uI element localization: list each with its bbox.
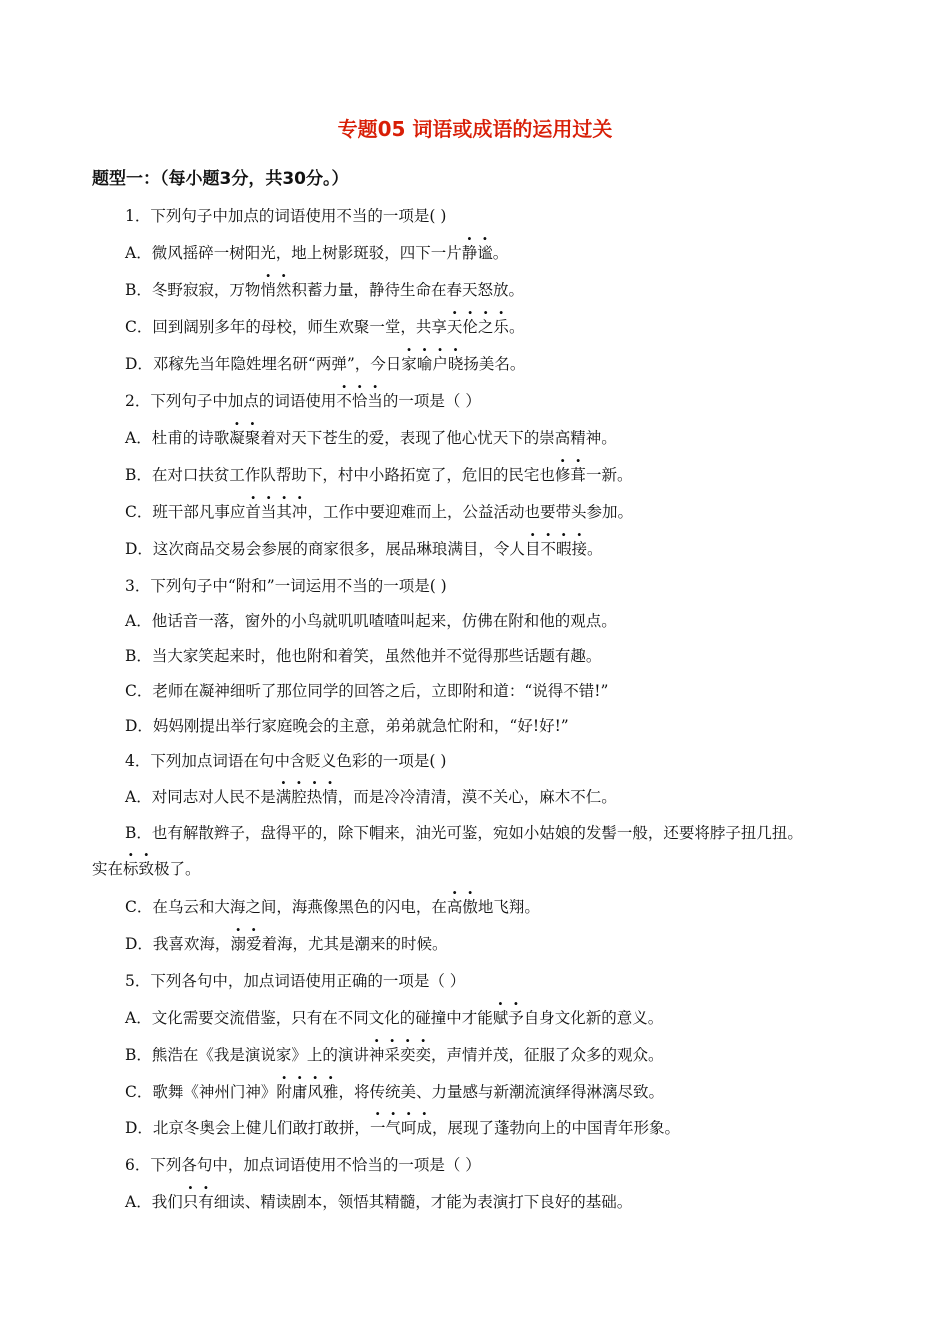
text-segment: 自身文化新的意义。 <box>523 1009 664 1027</box>
text-segment: 2．下列句子中加点的词语使用 <box>125 392 337 410</box>
emphasis-dot-char: 天 <box>446 318 463 336</box>
text-segment: 积蓄力量，静待生命在春天怒放。 <box>291 281 524 299</box>
text-line <box>125 1044 905 1066</box>
emphasis-dot-char: 有 <box>198 1193 214 1211</box>
emphasis-dot-char: 奕 <box>399 1046 416 1064</box>
text-segment: A．他话音一落，窗外的小鸟就叽叽喳喳叫起来，仿佛在附和他的观点。 <box>125 612 617 630</box>
text-line <box>125 680 905 702</box>
text-line <box>125 970 905 992</box>
text-segment: C．回到阔别多年的母校，师生欢聚一堂，共享 <box>125 318 447 336</box>
emphasis-dot-char: 伦 <box>462 318 478 336</box>
emphasis-dot-char: 悄 <box>260 281 276 299</box>
emphasis-dot-char: 家 <box>401 355 417 373</box>
text-segment: 6．下列各句中，加点词语使用不恰当的一项是（ ） <box>125 1156 481 1174</box>
text-line <box>125 610 905 632</box>
emphasized-word <box>369 1046 431 1064</box>
emphasis-dot-char: 神 <box>368 1046 385 1064</box>
emphasis-dot-char: 静 <box>461 244 478 262</box>
text-segment: B．也有解散辫子，盘得平的，除下帽来，油光可鉴，宛如小姑娘的发髻一般，还要将脖子扭几扭。 <box>125 824 803 842</box>
emphasized-word <box>183 1193 214 1211</box>
text-segment: C．在乌云和大海之间，海燕像黑色的闪电，在 <box>125 898 447 916</box>
emphasis-dot-char: 晓 <box>447 355 464 373</box>
text-line <box>125 242 905 264</box>
text-line <box>125 538 905 560</box>
text-segment: C．老师在凝神细听了那位同学的回答之后，立即附和道：“说得不错!” <box>125 682 609 700</box>
emphasis-dot-char: 致 <box>138 860 155 878</box>
emphasized-word <box>245 503 307 521</box>
emphasis-dot-char: 冲 <box>291 503 308 521</box>
emphasis-dot-char: 凝 <box>229 429 245 447</box>
emphasized-word <box>336 392 383 410</box>
text-segment: 3．下列句子中“附和”一词运用不当的一项是( ) <box>125 577 447 595</box>
emphasized-word <box>230 935 261 953</box>
text-segment: 地飞翔。 <box>477 898 540 916</box>
text-segment: 着对天下苍生的爱，表现了他心忧天下的崇高精神。 <box>260 429 617 447</box>
emphasis-dot-char: 喻 <box>416 355 433 373</box>
text-segment: 扬美名。 <box>463 355 526 373</box>
emphasis-dot-char: 暇 <box>555 540 572 558</box>
emphasis-dot-char: 接 <box>571 540 587 558</box>
emphasis-dot-char: 目 <box>524 540 541 558</box>
text-segment: 。 <box>508 318 525 336</box>
emphasized-word <box>229 429 260 447</box>
emphasis-dot-char: 修 <box>554 466 571 484</box>
text-segment: 一新。 <box>585 466 633 484</box>
emphasis-dot-char: 不 <box>540 540 556 558</box>
text-line <box>125 353 905 375</box>
emphasis-dot-char: 标 <box>123 860 139 878</box>
emphasized-word <box>401 355 463 373</box>
text-line <box>125 786 905 808</box>
emphasis-dot-char: 其 <box>276 503 292 521</box>
emphasized-word <box>493 1009 524 1027</box>
text-segment: ，工作中要迎难而上，公益活动也要带头参加。 <box>307 503 633 521</box>
text-line <box>125 645 905 667</box>
text-segment: C．班干部凡事应 <box>125 503 246 521</box>
text-segment: ，而是冷冷清清，漠不关心，麻木不仁。 <box>337 788 617 806</box>
emphasized-word <box>276 1083 338 1101</box>
emphasis-dot-char: 傲 <box>462 898 478 916</box>
text-segment: ，将传统美、力量感与新潮流演绎得淋漓尽致。 <box>338 1083 664 1101</box>
emphasis-dot-char: 高 <box>446 898 463 916</box>
text-line <box>125 1081 905 1103</box>
emphasis-dot-char: 溺 <box>230 935 246 953</box>
text-segment: 1．下列句子中加点的词语使用不当的一项是( ) <box>125 207 447 225</box>
emphasis-dot-char: 谧 <box>477 244 493 262</box>
text-line <box>125 1191 905 1213</box>
emphasis-dot-char: 不 <box>336 392 352 410</box>
text-line <box>125 501 905 523</box>
text-segment: 4．下列加点词语在句中含贬义色彩的一项是( ) <box>125 752 447 770</box>
emphasis-dot-char: 奕 <box>415 1046 431 1064</box>
text-segment: ，声情并茂，征服了众多的观众。 <box>430 1046 664 1064</box>
emphasis-dot-char: 葺 <box>570 466 586 484</box>
emphasis-dot-char: 恰 <box>351 392 368 410</box>
emphasized-word <box>462 244 493 262</box>
emphasis-dot-char: 雅 <box>322 1083 339 1101</box>
emphasis-dot-char: 爱 <box>245 935 262 953</box>
emphasized-word <box>447 318 509 336</box>
emphasis-dot-char: 热 <box>306 788 323 806</box>
text-line <box>125 575 905 597</box>
emphasized-word <box>123 860 154 878</box>
text-line <box>125 715 905 737</box>
emphasis-dot-char: 户 <box>432 355 448 373</box>
text-segment: A．杜甫的诗歌 <box>125 429 230 447</box>
emphasis-dot-char: 之 <box>477 318 494 336</box>
text-segment: A．我们 <box>125 1193 183 1211</box>
text-segment: D．北京冬奥会上健儿们敢打敢拼， <box>125 1119 370 1137</box>
text-segment: B．熊浩在《我是演说家》上的演讲 <box>125 1046 369 1064</box>
document-title: 专题05 词语或成语的运用过关 <box>337 117 613 141</box>
text-line <box>125 896 905 918</box>
text-segment: 。 <box>587 540 603 558</box>
emphasis-dot-char: 附 <box>276 1083 292 1101</box>
text-segment: 5．下列各句中，加点词语使用正确的一项是（ ） <box>125 972 466 990</box>
text-segment: 实在 <box>92 860 124 878</box>
text-segment: A．微风摇碎一树阳光，地上树影斑驳，四下一片 <box>125 244 462 262</box>
text-line <box>125 1007 905 1029</box>
emphasis-dot-char: 赋 <box>492 1009 509 1027</box>
text-line <box>125 279 905 301</box>
emphasis-dot-char: 满 <box>275 788 292 806</box>
text-segment: B．当大家笑起来时，他也附和着笑，虽然他并不觉得那些话题有趣。 <box>125 647 602 665</box>
text-segment: 极了。 <box>154 860 201 878</box>
section-heading: 题型一：（每小题3分，共30分。） <box>92 169 349 189</box>
text-line <box>125 205 905 227</box>
text-segment: B．在对口扶贫工作队帮助下，村中小路拓宽了，危旧的民宅也 <box>125 466 555 484</box>
emphasized-word <box>370 1119 432 1137</box>
text-line <box>125 1117 905 1139</box>
emphasis-dot-char: 气 <box>385 1119 401 1137</box>
text-segment: D．这次商品交易会参展的商家很多，展品琳琅满目，令人 <box>125 540 525 558</box>
text-segment: A．文化需要交流借鉴，只有在不同文化的碰撞中才能 <box>125 1009 493 1027</box>
emphasized-word <box>447 898 478 916</box>
text-line <box>125 464 905 486</box>
text-segment: 。 <box>492 244 509 262</box>
emphasis-dot-char: 风 <box>307 1083 323 1101</box>
text-segment: ，展现了蓬勃向上的中国青年形象。 <box>432 1119 681 1137</box>
text-line <box>125 750 905 772</box>
text-line <box>125 933 905 955</box>
emphasis-dot-char: 成 <box>416 1119 432 1137</box>
emphasis-dot-char: 聚 <box>244 429 261 447</box>
emphasized-word <box>525 540 587 558</box>
text-line-continuation <box>92 858 872 880</box>
text-line <box>125 316 905 338</box>
text-line <box>125 822 905 844</box>
text-segment: 的一项是（ ） <box>382 392 481 410</box>
emphasis-dot-char: 当 <box>367 392 383 410</box>
emphasis-dot-char: 首 <box>245 503 261 521</box>
text-segment: D．妈妈刚提出举行家庭晚会的主意，弟弟就急忙附和，“好!好!” <box>125 717 569 735</box>
emphasized-word <box>555 466 586 484</box>
emphasis-dot-char: 当 <box>260 503 277 521</box>
emphasis-dot-char: 乐 <box>493 318 509 336</box>
emphasis-dot-char: 然 <box>275 281 292 299</box>
emphasis-dot-char: 呵 <box>400 1119 417 1137</box>
text-line <box>125 390 905 412</box>
emphasis-dot-char: 情 <box>322 788 338 806</box>
text-segment: C．歌舞《神州门神》 <box>125 1083 277 1101</box>
text-line <box>125 1154 905 1176</box>
emphasis-dot-char: 予 <box>508 1009 524 1027</box>
text-segment: B．冬野寂寂，万物 <box>125 281 261 299</box>
text-line <box>125 427 905 449</box>
emphasis-dot-char: 一 <box>369 1119 386 1137</box>
text-segment: D．我喜欢海， <box>125 935 231 953</box>
text-segment: 细读、精读剧本，领悟其精髓，才能为表演打下良好的基础。 <box>213 1193 633 1211</box>
emphasized-word <box>260 281 291 299</box>
text-segment: 着海，尤其是潮来的时候。 <box>261 935 448 953</box>
emphasis-dot-char: 庸 <box>291 1083 308 1101</box>
emphasis-dot-char: 采 <box>384 1046 400 1064</box>
emphasis-dot-char: 腔 <box>291 788 307 806</box>
emphasized-word <box>276 788 338 806</box>
text-segment: A．对同志对人民不是 <box>125 788 276 806</box>
text-segment: D．邓稼先当年隐姓埋名研“两弹”，今日 <box>125 355 402 373</box>
emphasis-dot-char: 只 <box>182 1193 199 1211</box>
